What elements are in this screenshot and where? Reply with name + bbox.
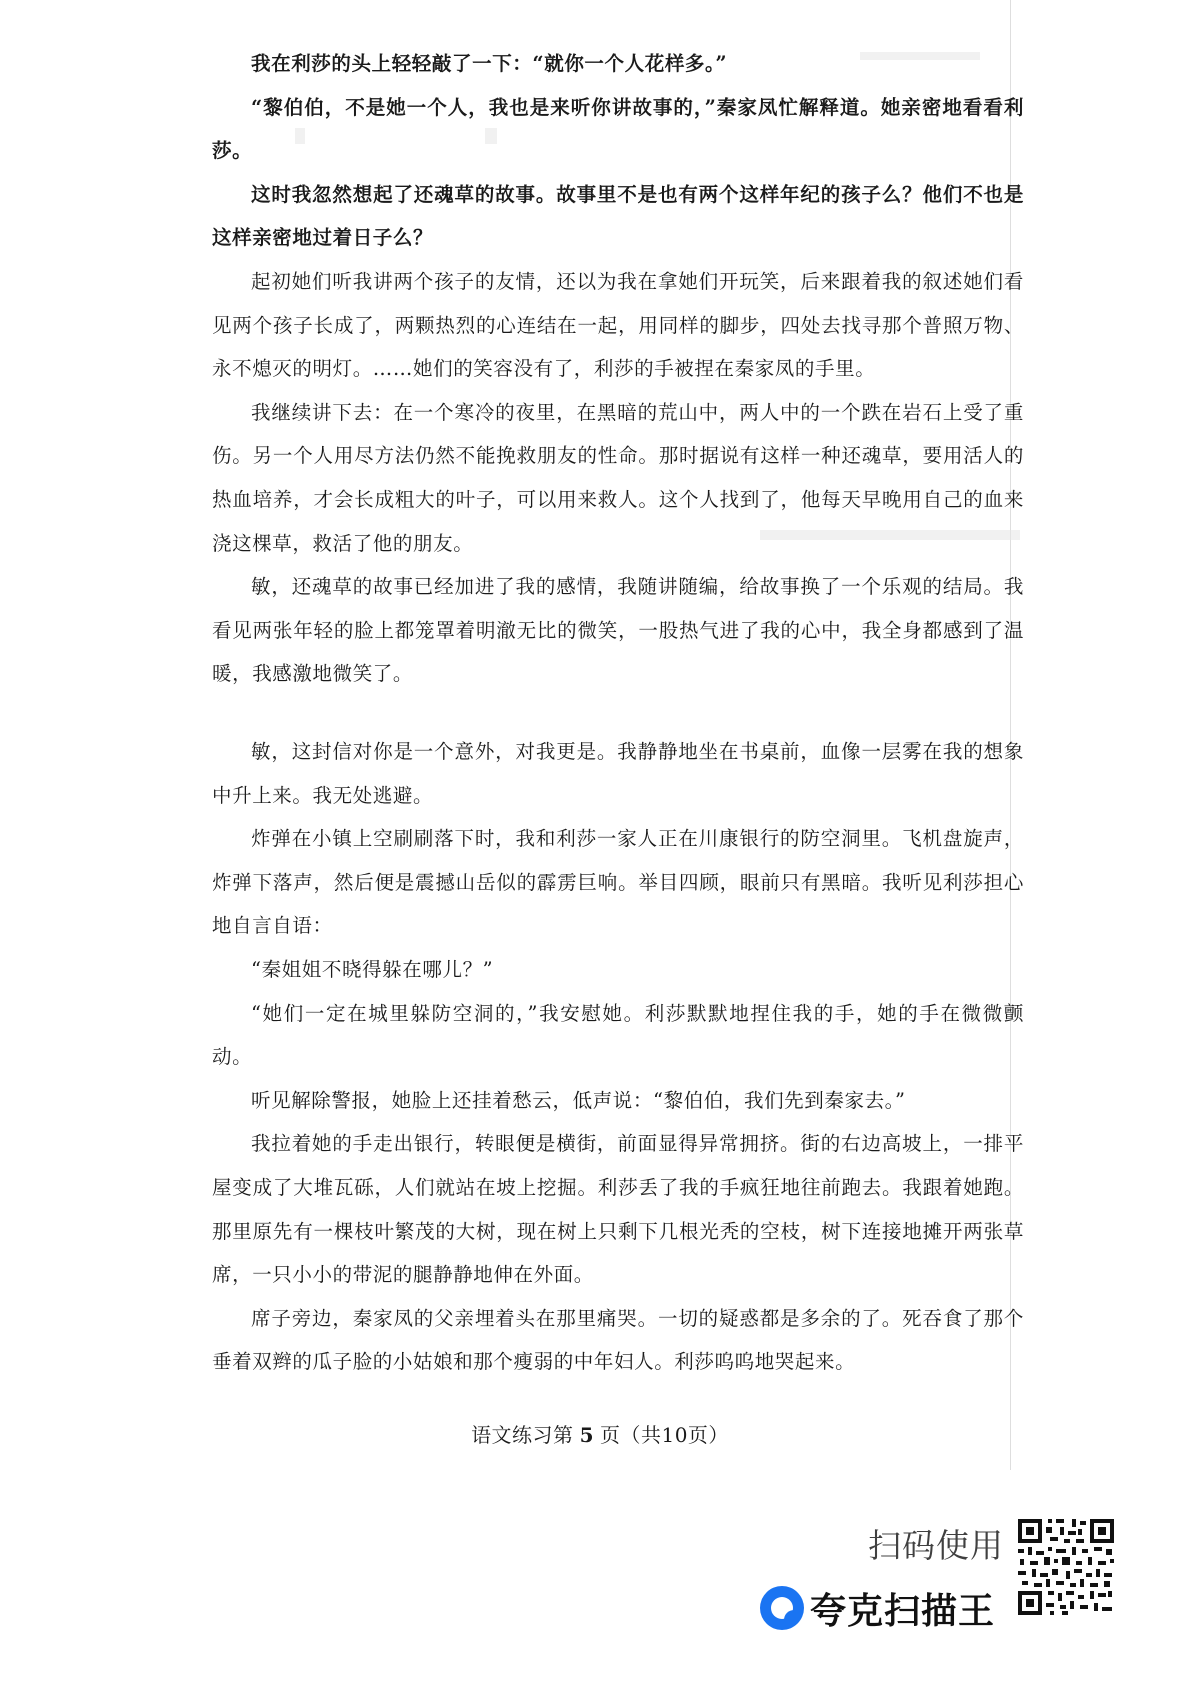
paragraph: 敏，这封信对你是一个意外，对我更是。我静静地坐在书桌前，血像一层雾在我的想象中升上来。我无处逃避。	[212, 740, 1024, 807]
brand-name: 夸克扫描王	[810, 1590, 996, 1632]
body-text-section-2	[212, 730, 1024, 1384]
page-number: 5	[579, 1423, 594, 1447]
paragraph: “黎伯伯，不是她一个人，我也是来听你讲故事的，”秦家凤忙解释道。她亲密地看看利莎。	[212, 95, 1024, 163]
paragraph: 炸弹在小镇上空刷刷落下时，我和利莎一家人正在川康银行的防空洞里。飞机盘旋声，炸弹下落声，然后便是震撼山岳似的霹雳巨响。举目四顾，眼前只有黑暗。我听见利莎担心地自言自语：	[212, 827, 1024, 938]
paragraph: 席子旁边，秦家凤的父亲埋着头在那里痛哭。一切的疑惑都是多余的了。死吞食了那个垂着双辫的瓜子脸的小姑娘和那个瘦弱的中年妇人。利莎呜呜地哭起来。	[212, 1306, 1024, 1374]
paragraph: 听见解除警报，她脸上还挂着愁云，低声说：“黎伯伯，我们先到秦家去。”	[251, 1088, 906, 1112]
paragraph: 起初她们听我讲两个孩子的友情，还以为我在拿她们开玩笑，后来跟着我的叙述她们看见两个孩子长成了，两颗热烈的心连结在一起，用同样的脚步，四处去找寻那个普照万物、永不熄灭的明灯。……她们的笑容没有了，利莎的手被捏在秦家凤的手里。	[212, 269, 1024, 381]
scan-to-use-label: 扫码使用	[868, 1526, 1004, 1565]
body-text-section-1	[212, 42, 1024, 696]
quark-logo-icon	[760, 1586, 804, 1630]
paragraph: “她们一定在城里躲防空洞的，”我安慰她。利莎默默地捏住我的手，她的手在微微颤动。	[212, 1001, 1024, 1069]
paragraph: 敏，还魂草的故事已经加进了我的感情，我随讲随编，给故事换了一个乐观的结局。我看见两张年轻的脸上都笼罩着明澈无比的微笑，一股热气进了我的心中，我全身都感到了温暖，我感激地微笑了。	[212, 575, 1024, 686]
footer-prefix: 语文练习第	[471, 1423, 574, 1447]
qr-code-icon[interactable]	[1013, 1514, 1119, 1620]
paragraph: 这时我忽然想起了还魂草的故事。故事里不是也有两个这样年纪的孩子么？他们不也是这样亲密地过着日子么？	[212, 182, 1024, 250]
brand-lockup	[760, 1582, 995, 1634]
paragraph: 我拉着她的手走出银行，转眼便是横街，前面显得异常拥挤。街的右边高坡上，一排平屋变成了大堆瓦砾，人们就站在坡上挖掘。利莎丢了我的手疯狂地往前跑去。我跟着她跑。那里原先有一棵枝叶繁茂的大树，现在树上只剩下几根光秃的空枝，树下连接地摊开两张草席，一只小小的带泥的腿静静地伸在外面。	[212, 1132, 1024, 1287]
scanner-watermark	[760, 1514, 1120, 1644]
paragraph: 我在利莎的头上轻轻敲了一下：“就你一个人花样多。”	[251, 52, 728, 75]
page-footer	[0, 1419, 1200, 1448]
footer-suffix: 页（共10页）	[599, 1423, 729, 1447]
paragraph: 我继续讲下去：在一个寒冷的夜里，在黑暗的荒山中，两人中的一个跌在岩石上受了重伤。另一个人用尽方法仍然不能挽救朋友的性命。那时据说有这样一种还魂草，要用活人的热血培养，才会长成粗大的叶子，可以用来救人。这个人找到了，他每天早晚用自己的血来浇这棵草，救活了他的朋友。	[212, 400, 1024, 555]
paragraph: “秦姐姐不晓得躲在哪儿？”	[251, 957, 494, 981]
